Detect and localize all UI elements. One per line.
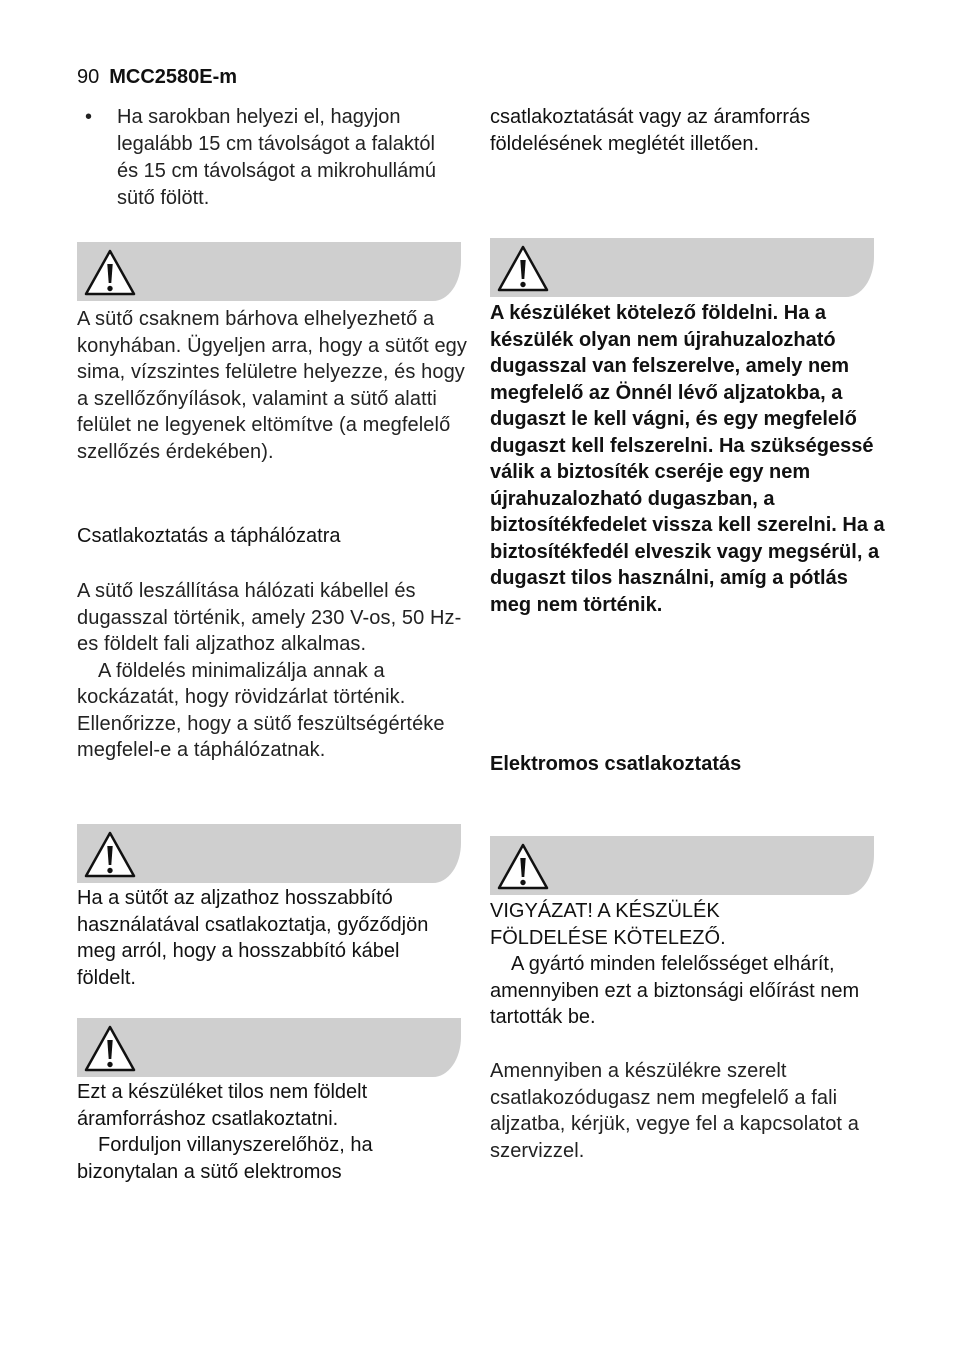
warning-banner [77, 824, 461, 883]
warning-triangle-icon [83, 1024, 137, 1074]
warning-extension-text: Ha a sütőt az aljzathoz hosszabbító használatával csatlakoztatja, győződjön meg arról, hogy a hosszabbító kábel földelt. [77, 887, 429, 989]
model-name: MCC2580E-m [109, 66, 238, 88]
warning-grounding-text-1: Ezt a készüléket tilos nem földelt áramforráshoz csatlakoztatni. [77, 1081, 368, 1130]
warning-banner [490, 238, 874, 297]
warning-banner [77, 242, 461, 301]
page-header [77, 65, 237, 89]
warning-placement-text: A sütő csaknem bárhova elhelyezhető a konyhában. Ügyeljen arra, hogy a sütőt egy sima, vízszintes felületre helyezze, és hogy a szellőzőnyílások, valamint a sütő alatti felület ne legyenek eltömítve (a megfelelő szellőzés érdekében). [77, 308, 468, 463]
final-paragraph: Amennyiben a készülékre szerelt csatlakozódugasz nem megfelelő a fali aljzatba, kérjük, vegye fel a kapcsolatot a szervizzel. [490, 1060, 859, 1162]
section-heading-electrical: Elektromos csatlakoztatás [490, 753, 742, 775]
caution-line-2: FÖLDELÉSE KÖTELEZŐ. [490, 926, 726, 949]
warning-banner [490, 836, 874, 895]
warning-banner [77, 1018, 461, 1077]
warning-mandatory-grounding-text: A készüléket kötelező földelni. Ha a készülék olyan nem újrahuzalozható dugasszal van felszerelve, amely nem megfelelő az Önnél lévő aljzatokba, a dugaszt le kell vágni, és egy megfelelő dugaszt kell felszerelni. Ha szükségessé válik a biztosíték cseréje egy nem újrahuzalozható dugaszban, a biztosítékfedelet vissza kell szerelni. Ha a biztosítékfedél elveszik vagy megsérül, a dugaszt tilos használni, amíg a pótlás meg nem történik. [490, 302, 885, 616]
bullet-symbol: • [85, 106, 93, 128]
power-paragraph-2: A földelés minimalizálja annak a kockázatát, hogy rövidzárlat történik. Ellenőrizze, hogy a sütő feszültségértéke megfelel-e a táphálózatnak. [77, 659, 445, 761]
bullet-text: Ha sarokban helyezi el, hagyjon legalább 15 cm távolságot a falaktól és 15 cm távolságot a mikrohullámú sütő fölött. [117, 106, 437, 209]
power-paragraph-1: A sütő leszállítása hálózati kábellel és dugasszal történik, amely 230 V-os, 50 Hz-es földelt fali aljzathoz alkalmas. [77, 580, 462, 655]
power-paragraph [77, 578, 469, 764]
caution-line-1: VIGYÁZAT! A KÉSZÜLÉK [490, 900, 720, 922]
warning-grounding-text [77, 1079, 461, 1185]
warning-triangle-icon [83, 830, 137, 880]
warning-grounding-text-2: Forduljon villanyszerelőhöz, ha bizonytalan a sütő elektromos [77, 1134, 373, 1183]
warning-triangle-icon [496, 842, 550, 892]
continued-text: csatlakoztatását vagy az áramforrás földelésének meglétét illetően. [490, 106, 811, 155]
section-heading-power: Csatlakoztatás a táphálózatra [77, 525, 341, 547]
caution-text: A gyártó minden felelősséget elhárít, amennyiben ezt a biztonsági előírást nem tartották be. [490, 953, 860, 1028]
page-number: 90 [77, 66, 100, 88]
warning-caution-block [490, 898, 874, 1031]
warning-triangle-icon [83, 248, 137, 298]
warning-triangle-icon [496, 244, 550, 294]
